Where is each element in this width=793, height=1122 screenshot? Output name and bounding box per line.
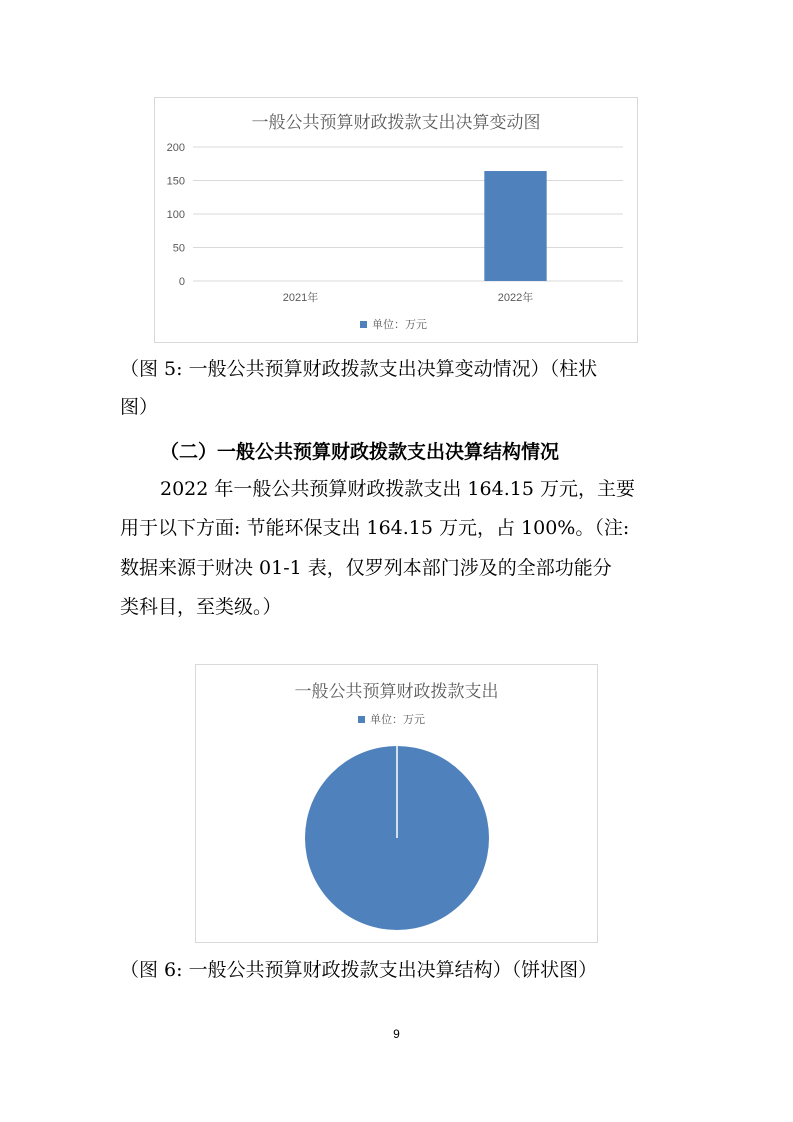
- figure-6-caption: （图 6: 一般公共预算财政拨款支出决算结构）（饼状图）: [120, 959, 598, 981]
- pie-legend-label: 单位：万元: [370, 713, 425, 726]
- bar-chart-title: 一般公共预算财政拨款支出决算变动图: [251, 113, 541, 133]
- bar-1: [484, 171, 546, 281]
- pie-chart-plot: [196, 665, 599, 944]
- paragraph-line-3: 数据来源于财决 01-1 表，仅罗列本部门涉及的全部功能分: [120, 557, 612, 579]
- section-heading: （二）一般公共预算财政拨款支出决算结构情况: [160, 441, 560, 463]
- y-tick-label: 50: [172, 242, 185, 255]
- figure-5-caption: （图 5: 一般公共预算财政拨款支出决算变动情况）（柱状: [120, 358, 598, 380]
- y-tick-label: 0: [178, 276, 185, 288]
- y-tick-label: 150: [166, 175, 185, 188]
- page-number: 9: [393, 1027, 400, 1041]
- x-tick-label: 2022年: [497, 292, 534, 304]
- bar-chart-legend: [360, 316, 427, 332]
- paragraph-line-4: 类科目，至类级。）: [120, 596, 282, 618]
- y-tick-label: 200: [166, 142, 185, 154]
- pie-chart-title: 一般公共预算财政拨款支出: [294, 682, 499, 702]
- paragraph-line-1: 2022 年一般公共预算财政拨款支出 164.15 万元，主要: [160, 478, 635, 500]
- bar-chart: [154, 97, 638, 343]
- figure-5-caption-cont: 图）: [120, 396, 159, 418]
- x-tick-label: 2021年: [282, 292, 319, 304]
- pie-chart: [195, 664, 598, 943]
- bar-chart-plot: [155, 98, 639, 344]
- paragraph-line-2: 用于以下方面: 节能环保支出 164.15 万元，占 100%。（注:: [120, 517, 630, 539]
- legend-swatch: [360, 321, 367, 328]
- y-tick-label: 100: [166, 209, 185, 221]
- bar-legend-label: 单位：万元: [372, 318, 427, 331]
